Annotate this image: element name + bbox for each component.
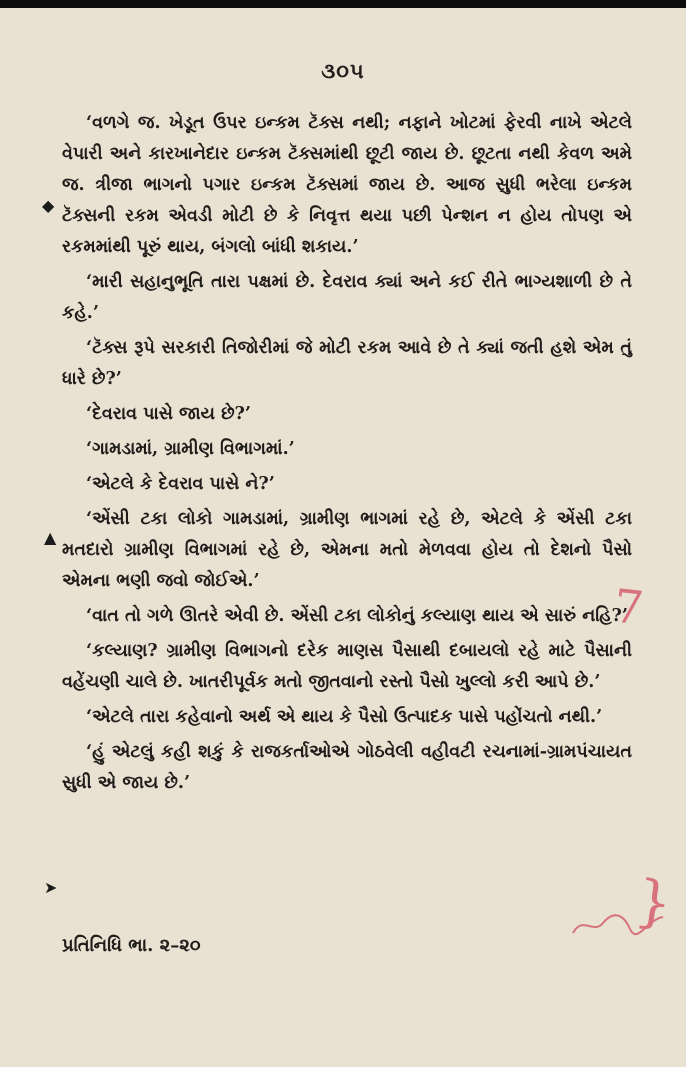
scan-top-edge	[0, 0, 686, 8]
paragraph-2: ‘મારી સહાનુભૂતિ તારા પક્ષમાં છે. દેવરાવ ક્યાં અને કઈ રીતે ભાગ્યશાળી છે તે કહે.’	[62, 272, 632, 323]
paragraph-8: ‘વાત તો ગળે ઊતરે એવી છે. એંસી ટકા લોકોનું કલ્યાણ થાય એ સારું નહિ?’	[86, 606, 628, 626]
paragraph-1: ‘વળગે જ. ખેડૂત ઉપર ઇન્કમ ટૅક્સ નથી; નફાને ખોટમાં ફેરવી નાખે એટલે વેપારી અને કારખાનેદાર ઇન્કમ ટૅક્સમાંથી છૂટી જાય છે. છૂટતા નથી કેવળ અમે જ. ત્રીજા ભાગનો પગાર ઇન્કમ ટૅક્સમાં જાય છે. આજ સુધી ભરેલા ઇન્કમ ટૅક્સની રકમ એવડી મોટી છે કે નિવૃત્ત થયા પછી પેન્શન ન હોય તોપણ એ રકમમાંથી પૂરું થાય, બંગલો બાંધી શકાય.’	[62, 113, 632, 257]
paragraph-10: ‘એટલે તારા કહેવાનો અર્થ એ થાય કે પૈસો ઉત્પાદક પાસે પહોંચતો નથી.’	[86, 707, 603, 727]
triangle-mark-icon: ▲	[44, 528, 57, 547]
paragraph-6: ‘એટલે કે દેવરાવ પાસે ને?’	[86, 474, 275, 494]
paragraph-9: ‘કલ્યાણ? ગ્રામીણ વિભાગનો દરેક માણસ પૈસાથી દબાયલો રહે માટે પૈસાની વહેંચણી ચાલે છે. ખાતરીપૂર્વક મતો જીતવાનો રસ્તો પૈસો ખુલ્લો કરી આપે છે.’	[62, 641, 632, 692]
footer-signature: પ્રતિનિધિ ભા. ૨–૨૦	[62, 935, 201, 956]
paragraph-7: ‘એંસી ટકા લોકો ગામડામાં, ગ્રામીણ ભાગમાં રહે છે, એટલે કે એંસી ટકા મતદારો ગ્રામીણ વિભાગમાં રહે છે, એમના મતો મેળવવા હોય તો દેશનો પૈસો એમના ભણી જવો જોઈએ.’	[62, 509, 632, 591]
paragraph-11: ‘હું એટલું કહી શકું કે રાજકર્તાઓએ ગોઠવેલી વહીવટી રચનામાં-ગ્રામપંચાયત સુધી એ જાય છે.’	[62, 742, 632, 793]
pencil-scribble-icon	[568, 905, 668, 945]
body-text	[62, 108, 632, 803]
paragraph-4: ‘દેવરાવ પાસે જાય છે?’	[86, 404, 251, 424]
arrow-mark-icon: ➤	[44, 878, 58, 897]
page-number: ૩૦૫	[321, 58, 365, 83]
paragraph-5: ‘ગામડામાં, ગ્રામીણ વિભાગમાં.’	[86, 439, 295, 459]
paragraph-3: ‘ટૅક્સ રૂપે સરકારી તિજોરીમાં જે મોટી રકમ આવે છે તે ક્યાં જતી હશે એમ તું ધારે છે?’	[62, 338, 632, 389]
pencil-number-note: 7	[611, 578, 647, 636]
pencil-bracket-icon: }	[631, 867, 676, 938]
bullet-mark-icon: ◆	[42, 196, 55, 215]
